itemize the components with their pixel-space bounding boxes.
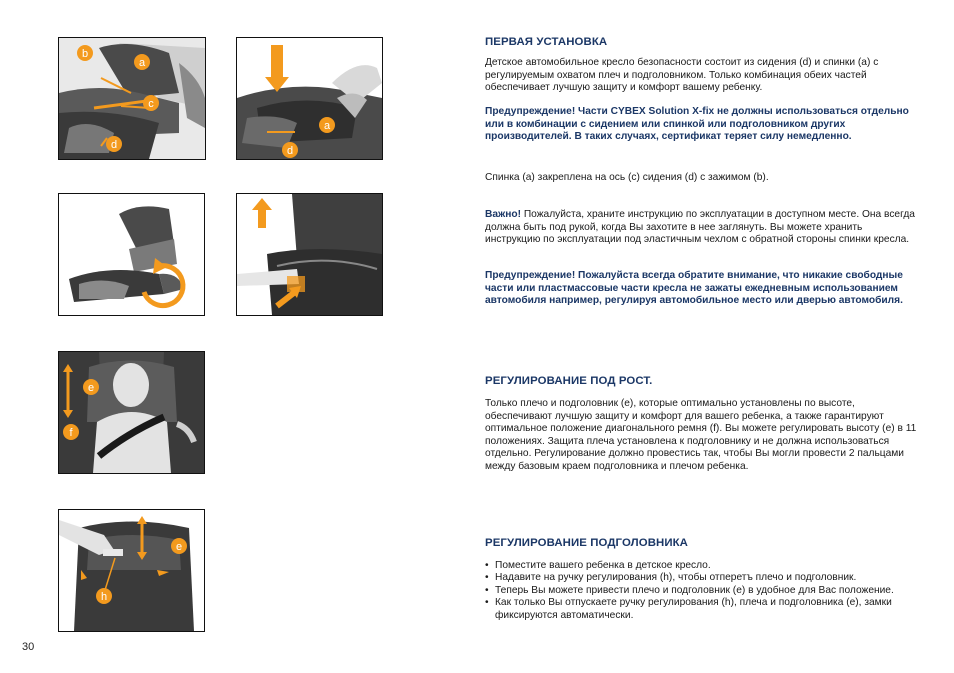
svg-text:c: c [148,98,154,110]
svg-text:a: a [323,120,331,132]
paragraph-height-adjust: Только плечо и подголовник (e), которые оптимально установлены по высоте, обеспечивают лучшую защиту и комфорт для вашего ребенка, а также гарантируют оптимальное положение диагонального ремня (f). Вы можете регулировать высоту (e) в 11 положениях. Защита плеча установлена к подголовнику и не должна использоваться отдельно. Регулирование должно провестись так, чтобы Вы могли провести 2 пальцами между базовым краем подголовника и плечом ребенка. [485,398,917,472]
important-label: Важно! [485,209,522,220]
list-item: • Надавите на ручку регулирования (h), чтобы отперетъ плечо и подголовник. [485,572,857,584]
heading-height-adjust: РЕГУЛИРОВАНИЕ ПОД РОСТ. [485,375,653,387]
figure-headrest-handle [58,509,205,632]
svg-text:d: d [286,145,294,157]
bullet-mark: • [485,560,489,571]
svg-text:f: f [69,427,73,439]
press-seat-illustration [237,38,382,159]
list-item: • Теперь Вы можете привести плечо и подголовник (e) в удобное для Вас положение. [485,584,894,596]
svg-text:d: d [110,139,118,151]
heading-headrest-adjust: РЕГУЛИРОВАНИЕ ПОДГОЛОВНИКА [485,537,689,549]
figure-height-adjust [58,351,205,474]
figure-rotate-seat [58,193,205,316]
svg-text:e: e [175,541,183,553]
seat-assembly-illustration [59,38,205,159]
child-head [113,363,149,407]
paragraph-important-manual [485,209,917,247]
rotate-seat-illustration [59,194,204,315]
headrest-steps-list [485,560,917,622]
page-number: 30 [22,641,35,653]
svg-text:e: e [87,382,95,394]
figure-seat-assembly [58,37,206,160]
paragraph-backrest-attach: Спинка (а) закреплена на ось (c) сидения (d) с зажимом (b). [485,172,769,183]
heading-first-install: ПЕРВАЯ УСТАНОВКА [485,36,608,48]
warning-loose-parts: Предупреждение! Пожалуйста всегда обратите внимание, что никакие свободные части или пластмассовые части кресла не зажаты ежедневным использованием автомобиля например, регулируя автомобильное место или дверью автомобиля. [485,270,903,307]
list-item: • Как только Вы отпускаете ручку регулирования (h), плеча и подголовника (e), замки фиксируются автоматически. [485,597,892,621]
svg-text:b: b [81,48,89,60]
list-item: • Поместите вашего ребенка в детское кресло. [485,560,711,571]
figure-press-seat [236,37,383,160]
bullet-mark: • [485,584,489,596]
bullet-mark: • [485,572,489,584]
figure-storage-compartment [236,193,383,316]
headrest-handle-illustration [59,510,204,631]
bullet-mark: • [485,597,489,609]
svg-text:h: h [100,591,108,603]
paragraph-seat-composition: Детское автомобильное кресло безопасности состоит из сидения (d) и спинки (a) с регулируемым охватом плеч и подголовником. Только комбинация обеих частей обеспечивает лучшую защиту и комфорт вашему ребенку. [485,57,879,94]
important-text: Пожалуйста, храните инструкцию по эксплуатации в доступном месте. Она всегда должна быть под рукой, когда Вы захотите в нее заглянуть. Вы можете хранить инструкцию по эксплуатации под эластичным чехлом с обратной стороны спинки кресла. [485,209,915,246]
svg-text:a: a [138,57,146,69]
height-adjust-illustration [59,352,204,473]
warning-cybex-parts: Предупреждение! Части CYBEX Solution X-fix не должны использоваться отдельно или в комбинации с сидением или спинкой или подголовником других производителей. В таких случаях, сертификат теряет силу немедленно. [485,106,909,143]
storage-compartment-illustration [237,194,382,315]
